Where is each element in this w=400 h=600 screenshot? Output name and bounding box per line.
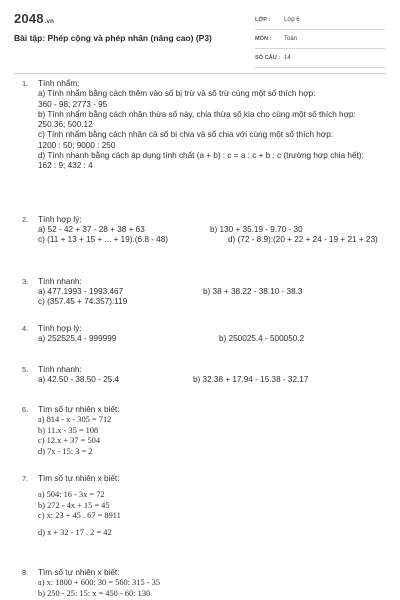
problem-part-a: a) 52 - 42 + 37 - 28 + 38 + 63	[38, 225, 145, 235]
equation-line: a) 814 - x - 305 = 712	[38, 415, 112, 425]
problem-line: d) Tính nhanh bằng cách áp dụng tính chất (a + b) : c = a : c + b : c (trường hợp chia hết):	[38, 150, 364, 160]
problem-line: a) Tính nhẩm bằng cách thêm vào số bị trừ và số trừ cùng một số thích hợp:	[38, 89, 316, 99]
meta-label: SỐ CÂU :	[255, 55, 281, 61]
equation-line: a) 504: 16 - 3x = 72	[38, 490, 105, 500]
problem-part-b: b) 250025.4 - 500050.2	[219, 334, 305, 344]
meta-row-count	[255, 52, 385, 68]
problem-title: Tìm số tự nhiên x biết:	[38, 405, 120, 414]
problem-part-c: c) (11 + 13 + 15 + ... + 19).(6.8 - 48)	[38, 235, 169, 245]
problem-number: 7.	[22, 474, 29, 483]
problem-line: 360 - 98; 2773 - 95	[38, 99, 108, 109]
problem-row	[38, 334, 384, 344]
meta-row-class	[255, 14, 385, 30]
logo-text: 2048	[14, 11, 44, 26]
equation-line: d) 7x - 15: 3 = 2	[38, 446, 93, 456]
header-divider	[14, 73, 386, 74]
problem-row	[38, 375, 384, 385]
meta-value: Lớp 6	[284, 17, 300, 23]
problem-number: 2.	[22, 215, 29, 224]
problem-body	[38, 474, 384, 538]
problem-title: Tính hợp lý:	[38, 324, 82, 333]
site-logo[interactable]	[14, 11, 54, 27]
problem-title: Tính hợp lý:	[38, 215, 82, 224]
meta-row-subject	[255, 33, 385, 49]
worksheet-title: Bài tập: Phép cộng và phép nhân (nâng cao) (P3)	[14, 33, 212, 43]
problem-line: 1200 : 50; 9000 : 250	[38, 140, 116, 150]
equation-line: b) 272 - 4x + 15 = 45	[38, 500, 110, 510]
problem-title: Tính nhẩm:	[38, 79, 80, 88]
problem-row	[38, 287, 384, 297]
problem-row	[38, 225, 384, 235]
problem-line: 162 : 9; 432 : 4	[38, 161, 93, 170]
problem-body	[38, 79, 384, 171]
problem-title: Tính nhanh:	[38, 365, 82, 374]
problem-part-b: b) 38 + 38.22 - 38.10 - 38.3	[203, 287, 303, 297]
equation-line: b) 11.x - 35 = 108	[38, 425, 99, 435]
meta-value: 14	[284, 55, 291, 61]
problem-part-b: b) 130 + 35.19 - 9.70 - 30	[210, 225, 303, 235]
problem-number: 4.	[22, 324, 29, 333]
logo-suffix: .vn	[44, 19, 55, 25]
problem-number: 6.	[22, 405, 29, 414]
problem-row	[38, 235, 384, 255]
problem-line: b) Tính nhẩm bằng cách nhân thừa số này, chia thừa số kia cho cùng một số thích hợp:	[38, 109, 356, 119]
problem-line: 250.36; 500.12	[38, 120, 93, 129]
equation-line: c) 12.x + 37 = 504	[38, 436, 101, 446]
problem-part-b: b) 32.38 + 17.94 - 15.38 - 32.17	[193, 375, 309, 385]
problem-body	[38, 568, 384, 599]
equation-line: c) x: 23 + 45 . 67 = 8911	[38, 511, 121, 521]
problem-part-a: a) 42.50 - 38.50 - 25.4	[38, 375, 120, 385]
problem-body	[38, 365, 384, 385]
problem-part-d: d) (72 - 8.9):(20 + 22 + 24 - 19 + 21 + 23)	[228, 235, 378, 245]
meta-label: LỚP :	[255, 17, 271, 23]
meta-label: MÔN :	[255, 36, 272, 42]
equation-line: a) x: 1800 + 600: 30 = 560: 315 - 35	[38, 578, 161, 588]
problem-title: Tính nhanh:	[38, 277, 82, 286]
problem-part-a: a) 477.1993 - 1993.467	[38, 287, 124, 297]
problem-part-a: a) 252525.4 - 999999	[38, 334, 117, 344]
problem-body	[38, 324, 384, 344]
problem-number: 3.	[22, 277, 29, 286]
problem-title: Tìm số tự nhiên x biết:	[38, 474, 120, 483]
equation-line: d) x + 32 - 17 . 2 = 42	[38, 527, 112, 537]
problem-part-c: c) (357.45 + 74.357):119	[38, 297, 128, 307]
problem-title: Tìm số tự nhiên x biết:	[38, 568, 120, 577]
meta-value: Toán	[284, 36, 298, 42]
problem-number: 8.	[22, 568, 29, 577]
problem-number: 1.	[22, 79, 29, 88]
worksheet-meta	[255, 14, 385, 71]
problem-body	[38, 405, 384, 457]
equation-line: b) 250 - 25: 15: x = 450 - 60: 130	[38, 588, 151, 598]
problem-number: 5.	[22, 365, 29, 374]
problem-body	[38, 277, 384, 308]
problem-body	[38, 215, 384, 255]
problem-line: c) Tính nhẩm bằng cách nhân cả số bị chia và số chia với cùng một số thích hợp:	[38, 130, 334, 140]
